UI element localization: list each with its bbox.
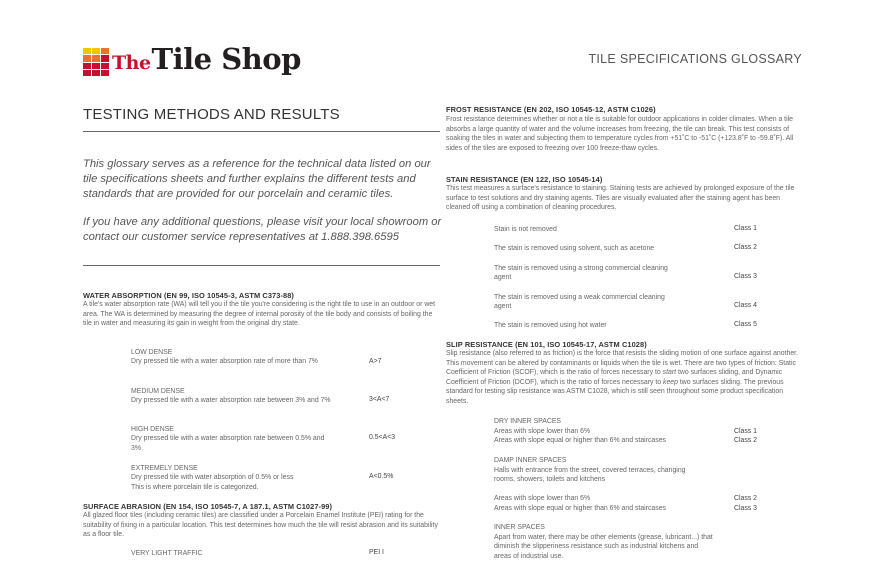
damp-inner-heading: DAMP INNER SPACES (494, 457, 567, 464)
intro-contact: If you have any additional questions, please visit your local showroom or contact our customer service representatives at 1.888.398.6595 (83, 216, 442, 243)
intro-paragraph: This glossary serves as a reference for the technical data listed on our tile specifications sheets and further explains the different tests and standards that are provided for our porcelain and ceramic tiles. (83, 158, 431, 200)
damp-row-label: Areas with slope equal or higher than 6% and staircases (494, 505, 666, 512)
stain-resistance-body: This test measures a surface's resistance to staining. Staining tests are achieved by prolonged exposure of the tile surface to test solutions and dry staining agents. Tiles are visually evaluated after the staining agent has been cleaned off using a combination of cleaning procedures. (446, 185, 795, 212)
wa-row (131, 387, 331, 406)
stain-row-label: The stain is removed using hot water (494, 322, 607, 329)
dry-inner-heading: DRY INNER SPACES (494, 418, 562, 425)
logo-the: The (112, 52, 151, 74)
dry-row-value: Class 1 (734, 428, 757, 435)
damp-inner-desc: Halls with entrance from the street, covered terraces, changing rooms, showers, toilets and kitchens (494, 467, 686, 484)
logo (112, 42, 301, 76)
wa-row (131, 348, 331, 367)
stain-row-label: Stain is not removed (494, 226, 557, 233)
slip-resistance-body: Slip resistance (also referred to as friction) is the force that resists the sliding motion of one surface against another. This movement can be altered by contaminants or liquids when the tile is wet. There are two types of friction: Static Coefficient of Friction (SCOF), which is the ratio of forces necessary to start two surfaces sliding, and Dynamic Coefficient of Friction (DCOF), which is the ratio of forces necessary to keep two surfaces sliding. The previous standard for testing slip resistance was ASTM C1028, which is still seen throughout some product specification sheets. (446, 350, 798, 405)
stain-row-value: Class 1 (734, 225, 757, 232)
wa-row-heading: HIGH DENSE (131, 426, 174, 433)
header-title: TILE SPECIFICATIONS GLOSSARY (588, 52, 802, 66)
divider-top (83, 131, 440, 132)
divider-mid (83, 265, 440, 266)
stain-row-value: Class 3 (734, 273, 757, 280)
wa-row-heading: MEDIUM DENSE (131, 388, 185, 395)
inner-spaces-heading: INNER SPACES (494, 524, 545, 531)
frost-resistance-title: FROST RESISTANCE (EN 202, ISO 10545-12, ASTM C1026) (446, 105, 656, 114)
frost-resistance-body: Frost resistance determines whether or not a tile is suitable for outdoor applications in colder climates. When a tile absorbs a large quantity of water and the volume increases from freezing, the tile can break. This test consists of soaking the tiles in water and subjecting them to temperature cycles from +51˚C to -51˚C (+123.8˚F to -59.8˚F). All sides of the tiles are exposed to freezing over 100 freeze-thaw cycles. (446, 116, 794, 152)
damp-row-value: Class 3 (734, 505, 757, 512)
wa-row-value: 3<A<7 (369, 396, 390, 403)
stain-row-label: The stain is removed using a weak commercial cleaning agent (494, 294, 665, 311)
stain-row-value: Class 2 (734, 244, 757, 251)
wa-row-value: A>7 (369, 358, 382, 365)
inner-spaces-desc: Apart from water, there may be other elements (grease, lubricant...) that diminish the slipperiness resistance such as industrial kitchens and areas of industrial use. (494, 534, 713, 560)
stain-resistance-title: STAIN RESISTANCE (EN 122, ISO 10545-14) (446, 175, 603, 184)
wa-row-desc: Dry pressed tile with a water absorption rate between 0.5% and 3% (131, 435, 325, 452)
wa-row-heading: EXTREMELY DENSE (131, 465, 198, 472)
stain-row-label: The stain is removed using a strong commercial cleaning agent (494, 265, 668, 282)
wa-row-heading: LOW DENSE (131, 349, 173, 356)
wa-row-desc: Dry pressed tile with water absorption of 0.5% or less (131, 474, 294, 482)
wa-row (131, 425, 331, 453)
wa-row (131, 464, 341, 492)
damp-row-value: Class 2 (734, 495, 757, 502)
damp-row-label: Areas with slope lower than 6% (494, 495, 591, 502)
slip-resistance-title: SLIP RESISTANCE (EN 101, ISO 10545-17, ASTM C1028) (446, 340, 647, 349)
wa-row-desc: Dry pressed tile with a water absorption rate of more than 7% (131, 358, 318, 366)
wa-row-value: A<0.5% (369, 473, 394, 480)
page-title: TESTING METHODS AND RESULTS (83, 106, 340, 123)
dry-row-label: Areas with slope lower than 6% (494, 428, 591, 435)
wa-row-value: 0.5<A<3 (369, 434, 396, 441)
logo-name: Tile Shop (151, 42, 301, 76)
stain-row-label: The stain is removed using solvent, such as acetone (494, 245, 655, 252)
surface-abrasion-body: All glazed floor tiles (including ceramic tiles) are classified under a Porcelain Enamel Institute (PEI) rating for the suitability of fixing in a particular location. This test determines how much the tile will resist abrasion and its suitability as a floor tile. (83, 512, 438, 539)
stain-row-value: Class 5 (734, 321, 757, 328)
sa-row-label: VERY LIGHT TRAFFIC (131, 550, 203, 557)
dry-row-value: Class 2 (734, 437, 757, 444)
logo-mark (83, 48, 109, 76)
wa-row-desc: Dry pressed tile with a water absorption rate between 3% and 7% (131, 397, 331, 405)
dry-row-label: Areas with slope equal or higher than 6% and staircases (494, 437, 666, 444)
stain-row-value: Class 4 (734, 302, 757, 309)
sa-row-value: PEI I (369, 549, 384, 556)
water-absorption-body: A tile's water absorption rate (WA) will tell you if the tile you're considering is the right tile to use in an outdoor or wet area. The WA is determined by measuring the degree of internal porosity of the tile body and consists of boiling the tile in water and measuring its gain in weight from the original dry state. (83, 301, 436, 328)
surface-abrasion-title: SURFACE ABRASION (EN 154, ISO 10545-7, A 187.1, ASTM C1027-99) (83, 502, 333, 511)
water-absorption-title: WATER ABSORPTION (EN 99, ISO 10545-3, ASTM C373-88) (83, 291, 294, 300)
wa-row-note: This is where porcelain tile is categorized. (131, 483, 259, 491)
